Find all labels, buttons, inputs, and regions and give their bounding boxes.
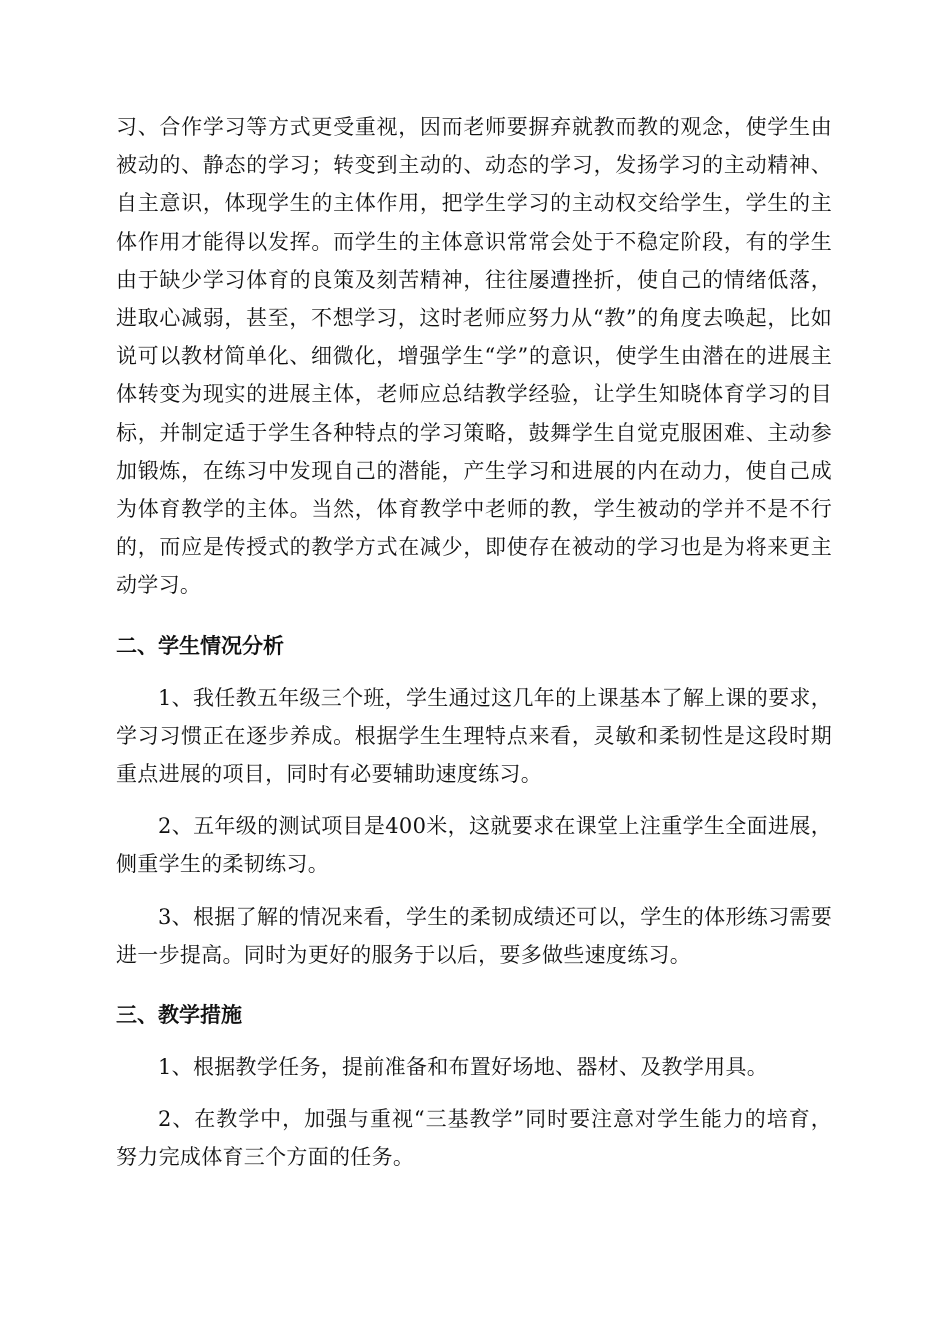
intro-paragraph: 习、合作学习等方式更受重视，因而老师要摒弃就教而教的观念，使学生由被动的、静态的学习；转变到主动的、动态的学习，发扬学习的主动精神、自主意识，体现学生的主体作用，把学生学习的主动权交给学生，学生的主体作用才能得以发挥。而学生的主体意识常常会处于不稳定阶段，有的学生由于缺少学习体育的良策及刻苦精神，往往屡遭挫折，使自己的情绪低落，进取心减弱，甚至，不想学习，这时老师应努力从“教”的角度去唤起，比如说可以教材简单化、细微化，增强学生“学”的意识，使学生由潜在的进展主体转变为现实的进展主体，老师应总结教学经验，让学生知晓体育学习的目标，并制定适于学生各种特点的学习策略，鼓舞学生自觉克服困难、主动参加锻炼，在练习中发现自己的潜能，产生学习和进展的内在动力，使自己成为体育教学的主体。当然，体育教学中老师的教，学生被动的学并不是不行的，而应是传授式的教学方式在减少，即使存在被动的学习也是为将来更主动学习。: [116, 115, 832, 598]
section-heading-teaching-measures: 三、教学措施: [116, 1003, 242, 1028]
student-analysis-item-2: 2、五年级的测试项目是400米，这就要求在课堂上注重学生全面进展，侧重学生的柔韧练习。: [116, 814, 832, 877]
section-heading-student-analysis: 二、学生情况分析: [116, 633, 284, 658]
student-analysis-item-1: 1、我任教五年级三个班，学生通过这几年的上课基本了解上课的要求，学习习惯正在逐步养成。根据学生生理特点来看，灵敏和柔韧性是这段时期重点进展的项目，同时有必要辅助速度练习。: [116, 685, 832, 787]
teaching-measures-item-1: 1、根据教学任务，提前准备和布置好场地、器材、及教学用具。: [158, 1055, 769, 1080]
student-analysis-item-3: 3、根据了解的情况来看，学生的柔韧成绩还可以，学生的体形练习需要进一步提高。同时为更好的服务于以后，要多做些速度练习。: [116, 904, 832, 967]
document-page: [116, 108, 832, 1177]
teaching-measures-item-2: 2、在教学中，加强与重视“三基教学”同时要注意对学生能力的培育，努力完成体育三个方面的任务。: [116, 1107, 832, 1170]
